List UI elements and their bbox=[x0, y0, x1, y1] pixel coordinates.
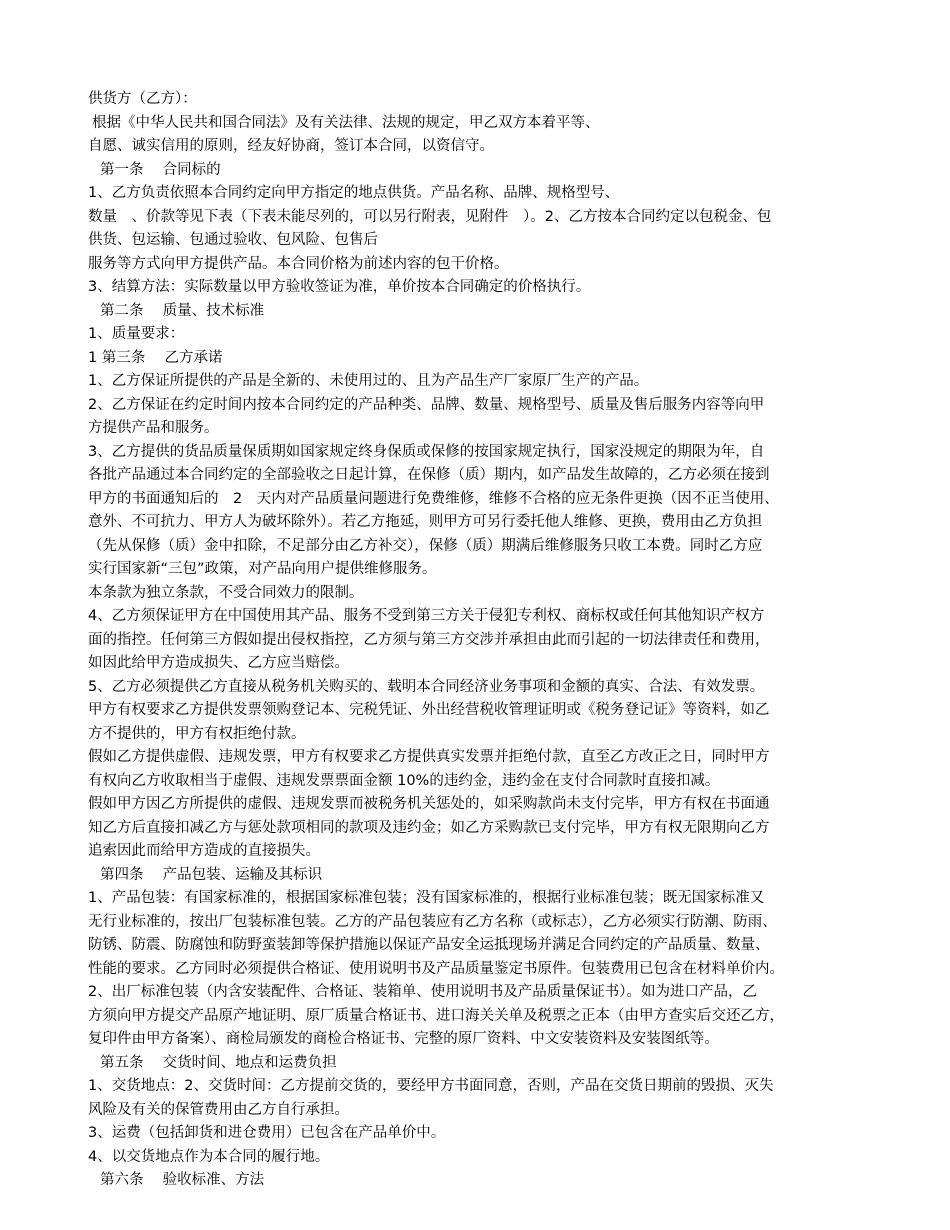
text-line: 供货方（乙方）： bbox=[88, 91, 197, 107]
text-line: 知乙方后直接扣减乙方与惩处款项相同的款项及违约金；如乙方采购款已支付完毕，甲方有权无限期向乙方 bbox=[88, 819, 770, 836]
text-line: 2、出厂标准包装（内含安装配件、合格证、装箱单、使用说明书及产品质量保证书）。如为进口产品，乙 bbox=[88, 984, 757, 1000]
text-line: 5、乙方必须提供乙方直接从税务机关购买的、载明本合同经济业务事项和金额的真实、合法、有效发票。 bbox=[88, 678, 765, 695]
text-line: 供货、包运输、包通过验收、包风险、包售后 bbox=[88, 232, 378, 248]
text-line: 各批产品通过本合同约定的全部验收之日起计算，在保修（质）期内，如产品发生故障的，乙方必须在接到 bbox=[88, 467, 770, 483]
text-line: 假如乙方提供虚假、违规发票，甲方有权要求乙方提供真实发票并拒绝付款，直至乙方改正之日，同时甲方 bbox=[88, 749, 770, 765]
text-line: 复印件由甲方备案）、商检局颁发的商检合格证书、完整的原厂资料、中文安装资料及安装图纸等。 bbox=[88, 1031, 719, 1047]
text-line: 3、乙方提供的货品质量保质期如国家规定终身保质或保修的按国家规定执行，国家没规定的期限为年，自 bbox=[88, 443, 765, 460]
text-line: 甲方有权要求乙方提供发票领购登记本、完税凭证、外出经营税收管理证明或《税务登记证》等资料，如乙 bbox=[88, 702, 770, 718]
article-heading: 第一条 合同标的 bbox=[100, 161, 221, 178]
text-line: 甲方的书面通知后的 2 天内对产品质量问题进行免费维修，维修不合格的应无条件更换（因不正当使用、 bbox=[88, 490, 779, 507]
text-line: 有权向乙方收取相当于虚假、违规发票票面金额 10%的违约金，违约金在支付合同款时直接扣减。 bbox=[88, 772, 720, 789]
text-line: 无行业标准的，按出厂包装标准包装。乙方的产品包装应有乙方名称（或标志），乙方必须实行防潮、防雨、 bbox=[88, 913, 777, 930]
text-line: 自愿、诚实信用的原则，经友好协商，签订本合同，以资信守。 bbox=[88, 138, 494, 154]
article-heading: 第二条 质量、技术标准 bbox=[100, 302, 265, 319]
article-heading: 第五条 交货时间、地点和运费负担 bbox=[100, 1054, 337, 1071]
text-line: 1、乙方负责依照本合同约定向甲方指定的地点供货。产品名称、品牌、规格型号、 bbox=[88, 185, 620, 201]
text-line: 3、运费（包括卸货和进仓费用）已包含在产品单价中。 bbox=[88, 1125, 446, 1141]
text-line: （先从保修（质）金中扣除，不足部分由乙方补交），保修（质）期满后维修服务只收工本费。同时乙方应 bbox=[88, 537, 763, 554]
text-line: 服务等方式向甲方提供产品。本合同价格为前述内容的包干价格。 bbox=[88, 255, 509, 272]
text-line: 性能的要求。乙方同时必须提供合格证、使用说明书及产品质量鉴定书原件。包装费用已包含在材料单价内。 bbox=[88, 960, 784, 977]
text-line: 3、结算方法：实际数量以甲方验收签证为准，单价按本合同确定的价格执行。 bbox=[88, 279, 591, 295]
text-line: 2、乙方保证在约定时间内按本合同约定的产品种类、品牌、数量、规格型号、质量及售后服务内容等向甲 bbox=[88, 396, 765, 413]
article-heading: 第四条 产品包装、运输及其标识 bbox=[100, 866, 323, 883]
text-line: 防锈、防震、防腐蚀和防野蛮装卸等保护措施以保证产品安全运抵现场并满足合同约定的产品质量、数量、 bbox=[88, 937, 770, 953]
text-line: 方须向甲方提交产品原产地证明、原厂质量合格证书、进口海关关单及税票之正本（由甲方查实后交还乙方， bbox=[88, 1007, 784, 1024]
text-line: 实行国家新“三包”政策，对产品向用户提供维修服务。 bbox=[88, 561, 437, 577]
text-line: 1 第三条 乙方承诺 bbox=[88, 349, 223, 366]
text-line: 4、以交货地点作为本合同的履行地。 bbox=[88, 1148, 330, 1165]
text-line: 根据《中华人民共和国合同法》及有关法律、法规的规定，甲乙双方本着平等、 bbox=[92, 114, 600, 131]
text-line: 面的指控。任何第三方假如提出侵权指控，乙方须与第三方交涉并承担由此而引起的一切法律责任和费用， bbox=[88, 631, 770, 648]
text-line: 如因此给甲方造成损失、乙方应当赔偿。 bbox=[88, 655, 349, 671]
text-line: 假如甲方因乙方所提供的虚假、违规发票而被税务机关惩处的，如采购款尚未支付完毕，甲方有权在书面通 bbox=[88, 796, 770, 812]
text-line: 4、乙方须保证甲方在中国使用其产品、服务不受到第三方关于侵犯专利权、商标权或任何其他知识产权方 bbox=[88, 608, 765, 624]
text-line: 本条款为独立条款，不受合同效力的限制。 bbox=[88, 584, 364, 601]
article-heading: 第六条 验收标准、方法 bbox=[100, 1172, 265, 1188]
text-line: 风险及有关的保管费用由乙方自行承担。 bbox=[88, 1101, 349, 1118]
text-line: 数量 、价款等见下表（下表未能尽列的，可以另行附表，见附件 ）。2、乙方按本合同约定以包税金、包 bbox=[88, 208, 772, 225]
text-line: 方不提供的，甲方有权拒绝付款。 bbox=[88, 725, 306, 742]
text-line: 1、产品包装：有国家标准的，根据国家标准包装；没有国家标准的，根据行业标准包装；既无国家标准又 bbox=[88, 890, 765, 906]
text-line: 追索因此而给甲方造成的直接损失。 bbox=[88, 843, 320, 859]
text-line: 意外、不可抗力、甲方人为破坏除外）。若乙方拖延，则甲方可另行委托他人维修、更换，费用由乙方负担 bbox=[88, 514, 763, 530]
text-line: 1、乙方保证所提供的产品是全新的、未使用过的、且为产品生产厂家原厂生产的产品。 bbox=[88, 373, 649, 389]
text-line: 方提供产品和服务。 bbox=[88, 420, 219, 436]
text-line: 1、交货地点：2、交货时间：乙方提前交货的，要经甲方书面同意，否则，产品在交货日期前的毁损、灭失 bbox=[88, 1078, 774, 1094]
text-line: 1、质量要求： bbox=[88, 326, 185, 342]
